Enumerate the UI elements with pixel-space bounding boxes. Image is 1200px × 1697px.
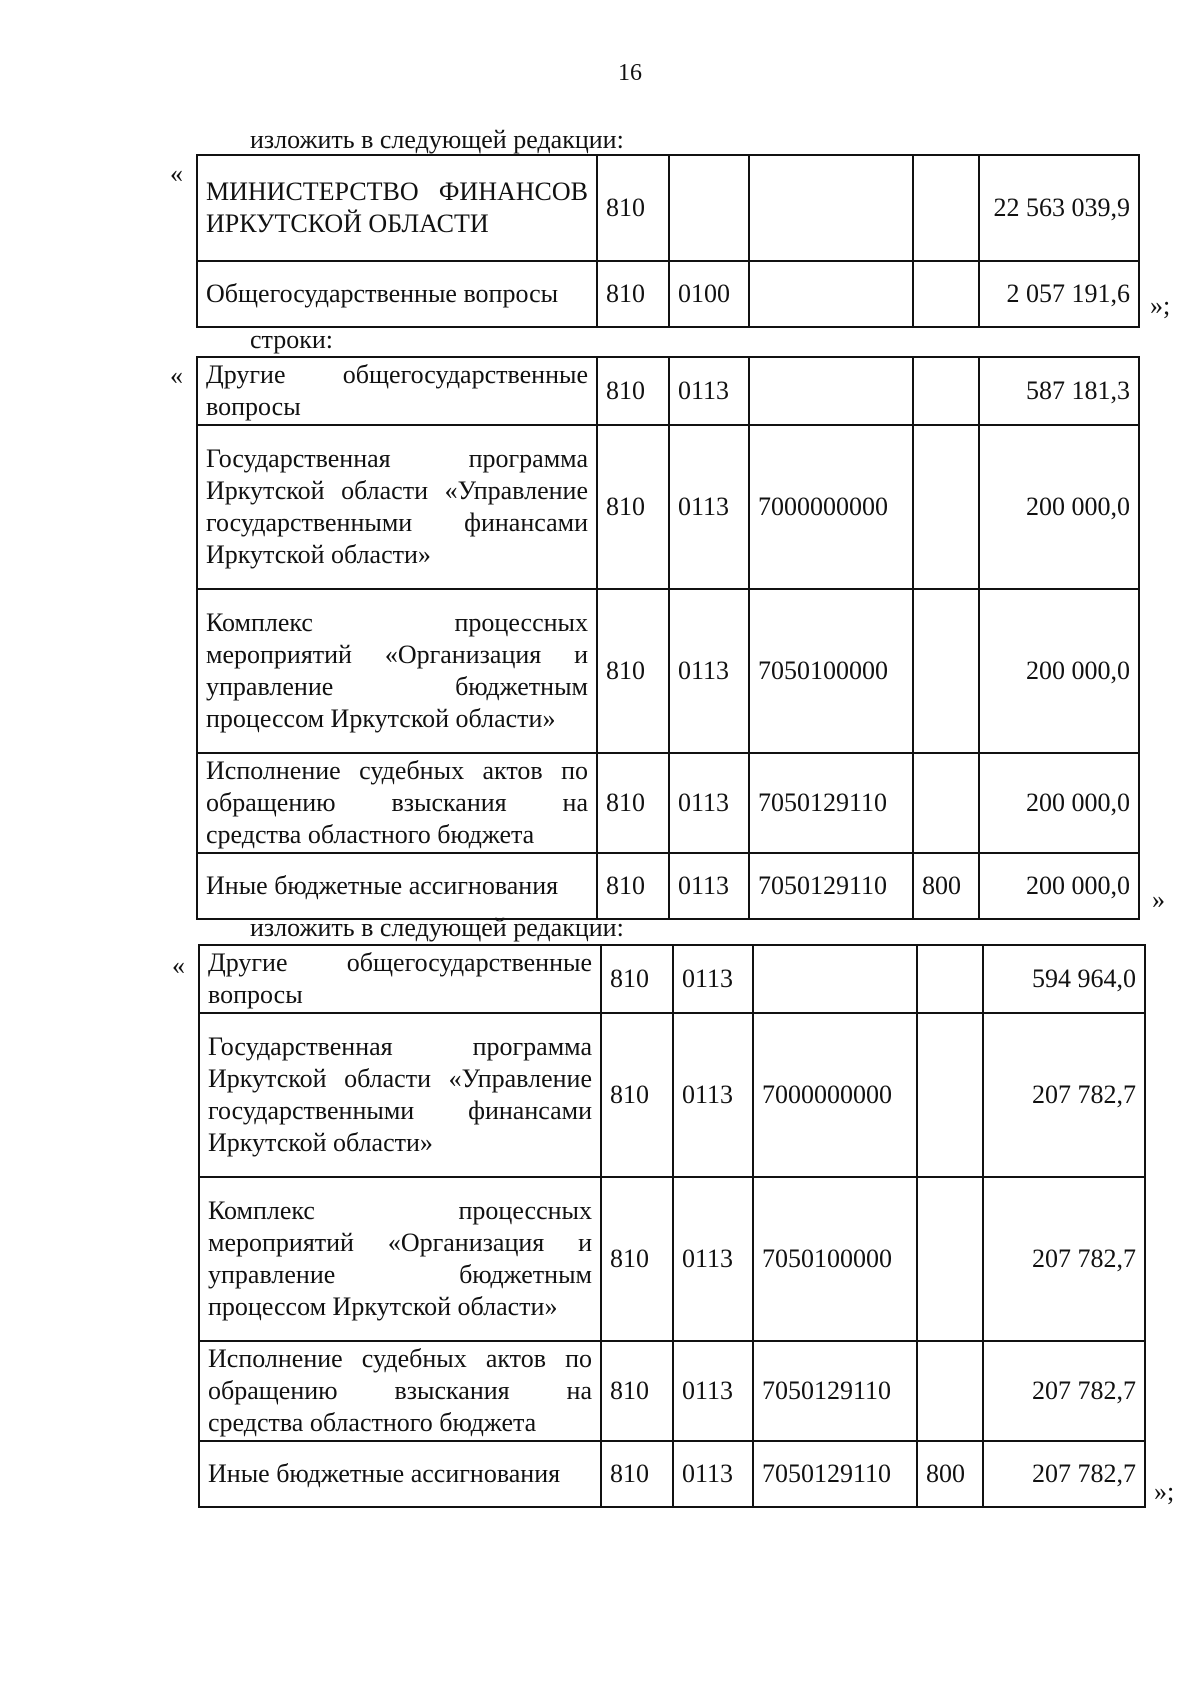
- section-2-close-quote: »: [1152, 885, 1165, 914]
- section-1-intro: изложить в следующей редакции:: [250, 125, 624, 154]
- row-sum: 594 964,0: [983, 945, 1145, 1013]
- row-csr: [749, 357, 913, 425]
- row-sum: 207 782,7: [983, 1341, 1145, 1441]
- table-row: [199, 1341, 1145, 1441]
- section-3-intro: изложить в следующей редакции:: [250, 913, 624, 942]
- row-ved: 810: [597, 853, 669, 919]
- table-row: [199, 945, 1145, 1013]
- row-rz: 0100: [669, 261, 749, 327]
- section-2-open-quote: «: [170, 361, 183, 390]
- row-vr: [917, 1341, 983, 1441]
- section-3-close-quote: »;: [1154, 1477, 1175, 1506]
- row-sum: 200 000,0: [979, 425, 1139, 589]
- table-row: [197, 261, 1139, 327]
- row-rz: 0113: [673, 1013, 753, 1177]
- table-row: [197, 357, 1139, 425]
- section-1-open-quote: «: [170, 159, 183, 188]
- row-name: Исполнение судебных актов по обращению взыскания на средства областного бюджета: [197, 753, 597, 853]
- row-csr: [749, 261, 913, 327]
- row-rz: [669, 155, 749, 261]
- row-sum: 587 181,3: [979, 357, 1139, 425]
- row-vr: [913, 155, 979, 261]
- page-number: 16: [618, 60, 642, 86]
- table-row: [199, 1013, 1145, 1177]
- row-vr: [917, 1177, 983, 1341]
- row-ved: 810: [597, 155, 669, 261]
- row-name: МИНИСТЕРСТВО ФИНАНСОВ ИРКУТСКОЙ ОБЛАСТИ: [197, 155, 597, 261]
- row-csr: 7050100000: [753, 1177, 917, 1341]
- row-csr: [749, 155, 913, 261]
- table-row: [197, 155, 1139, 261]
- row-rz: 0113: [673, 1177, 753, 1341]
- row-vr: 800: [913, 853, 979, 919]
- section-3-open-quote: «: [172, 951, 185, 980]
- row-sum: 200 000,0: [979, 589, 1139, 753]
- table-row: [197, 853, 1139, 919]
- section-1-table: [196, 154, 1140, 328]
- row-sum: 207 782,7: [983, 1177, 1145, 1341]
- row-ved: 810: [597, 261, 669, 327]
- section-1-close-quote: »;: [1150, 291, 1171, 320]
- row-ved: 810: [597, 357, 669, 425]
- row-ved: 810: [601, 945, 673, 1013]
- row-csr: 7000000000: [749, 425, 913, 589]
- row-rz: 0113: [669, 753, 749, 853]
- row-name: Другие общегосударственные вопросы: [197, 357, 597, 425]
- row-name: Другие общегосударственные вопросы: [199, 945, 601, 1013]
- row-csr: 7050100000: [749, 589, 913, 753]
- row-csr: 7050129110: [753, 1341, 917, 1441]
- row-rz: 0113: [673, 945, 753, 1013]
- row-name: Государственная программа Иркутской области «Управление государственными финансами Иркутской области»: [197, 425, 597, 589]
- row-name: Общегосударственные вопросы: [197, 261, 597, 327]
- row-ved: 810: [601, 1441, 673, 1507]
- row-sum: 207 782,7: [983, 1013, 1145, 1177]
- row-name: Иные бюджетные ассигнования: [199, 1441, 601, 1507]
- row-vr: [913, 425, 979, 589]
- row-ved: 810: [597, 589, 669, 753]
- row-vr: [913, 357, 979, 425]
- row-sum: 200 000,0: [979, 853, 1139, 919]
- row-rz: 0113: [669, 589, 749, 753]
- table-row: [197, 753, 1139, 853]
- row-csr: [753, 945, 917, 1013]
- row-name: Комплекс процессных мероприятий «Организация и управление бюджетным процессом Иркутской области»: [199, 1177, 601, 1341]
- row-name: Исполнение судебных актов по обращению взыскания на средства областного бюджета: [199, 1341, 601, 1441]
- row-rz: 0113: [669, 357, 749, 425]
- row-vr: [913, 261, 979, 327]
- row-csr: 7050129110: [753, 1441, 917, 1507]
- row-ved: 810: [601, 1013, 673, 1177]
- row-ved: 810: [597, 753, 669, 853]
- row-csr: 7000000000: [753, 1013, 917, 1177]
- row-ved: 810: [601, 1341, 673, 1441]
- row-rz: 0113: [673, 1341, 753, 1441]
- row-sum: 2 057 191,6: [979, 261, 1139, 327]
- row-name: Иные бюджетные ассигнования: [197, 853, 597, 919]
- section-3-table: [198, 944, 1146, 1508]
- table-row: [199, 1177, 1145, 1341]
- row-vr: 800: [917, 1441, 983, 1507]
- row-vr: [913, 753, 979, 853]
- row-name: Государственная программа Иркутской области «Управление государственными финансами Иркутской области»: [199, 1013, 601, 1177]
- row-vr: [917, 1013, 983, 1177]
- row-vr: [917, 945, 983, 1013]
- row-ved: 810: [601, 1177, 673, 1341]
- row-sum: 22 563 039,9: [979, 155, 1139, 261]
- row-sum: 207 782,7: [983, 1441, 1145, 1507]
- table-row: [199, 1441, 1145, 1507]
- section-2-table: [196, 356, 1140, 920]
- row-ved: 810: [597, 425, 669, 589]
- row-rz: 0113: [669, 853, 749, 919]
- table-row: [197, 589, 1139, 753]
- section-2-intro: строки:: [250, 325, 333, 354]
- row-rz: 0113: [669, 425, 749, 589]
- table-row: [197, 425, 1139, 589]
- row-vr: [913, 589, 979, 753]
- row-csr: 7050129110: [749, 753, 913, 853]
- row-sum: 200 000,0: [979, 753, 1139, 853]
- row-name: Комплекс процессных мероприятий «Организация и управление бюджетным процессом Иркутской области»: [197, 589, 597, 753]
- row-rz: 0113: [673, 1441, 753, 1507]
- row-csr: 7050129110: [749, 853, 913, 919]
